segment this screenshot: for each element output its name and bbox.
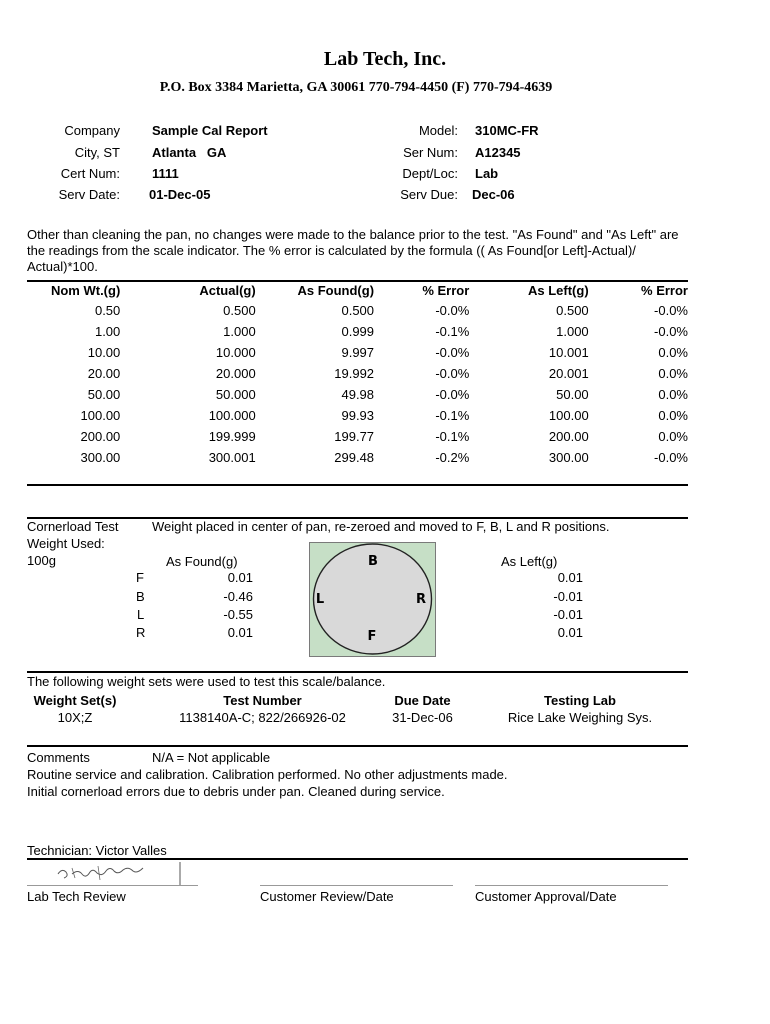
serv-due-label: Serv Due: (400, 187, 458, 202)
table-row (27, 363, 688, 384)
as-left-value: -0.01 (553, 607, 583, 622)
table-cell: 1.00 (94, 324, 121, 339)
as-found-value: -0.46 (223, 589, 253, 604)
col-header: As Found(g) (297, 283, 375, 298)
position-label: F (136, 570, 144, 585)
table-cell: 0.0% (658, 408, 688, 423)
table-cell: 99.93 (341, 408, 375, 423)
weights-header: Test Number (223, 693, 302, 708)
weight-used-label: Weight Used: (27, 536, 105, 551)
table-cell: 1.000 (556, 324, 589, 339)
cornerload-title: Cornerload Test (27, 519, 119, 534)
comments-label: Comments (27, 750, 90, 765)
table-cell: -0.1% (435, 429, 470, 444)
pan-diagram (309, 542, 436, 657)
as-left-label: As Left(g) (501, 554, 558, 569)
model-value: 310MC-FR (475, 123, 539, 138)
position-label: B (136, 589, 145, 604)
table-row (27, 300, 688, 321)
table-cell: 20.00 (87, 366, 121, 381)
pan-label-r: R (415, 592, 427, 607)
col-header: % Error (422, 283, 470, 298)
company-label: Company (64, 123, 120, 138)
comments-line: Initial cornerload errors due to debris under pan. Cleaned during service. (27, 784, 445, 799)
table-cell: 199.999 (208, 429, 256, 444)
ser-label: Ser Num: (403, 145, 458, 160)
table-cell: 100.00 (80, 408, 121, 423)
weights-cell: 31-Dec-06 (392, 710, 453, 725)
table-cell: 200.00 (548, 429, 589, 444)
table-row (27, 342, 688, 363)
table-cell: 0.999 (341, 324, 375, 339)
as-found-value: -0.55 (223, 607, 253, 622)
table-cell: 50.00 (556, 387, 589, 402)
pan-label-l: L (315, 592, 325, 607)
table-cell: 0.0% (658, 429, 688, 444)
table-cell: 100.00 (548, 408, 589, 423)
as-found-label: As Found(g) (166, 554, 238, 569)
table-cell: -0.2% (435, 450, 470, 465)
table-cell: 300.001 (208, 450, 256, 465)
cert-value: 1111 (152, 166, 179, 181)
weights-intro: The following weight sets were used to test this scale/balance. (27, 674, 386, 689)
table-cell: -0.0% (435, 345, 470, 360)
company-address: P.O. Box 3384 Marietta, GA 30061 770-794-4450 (F) 770-794-4639 (159, 80, 553, 95)
signature-stroke (58, 868, 143, 878)
table-cell: 10.00 (87, 345, 121, 360)
table-row (27, 447, 688, 468)
table-row (27, 384, 688, 405)
table-header-row (27, 281, 688, 300)
position-label: L (137, 607, 145, 622)
signature-line (260, 885, 453, 886)
lab-review-label: Lab Tech Review (27, 889, 126, 904)
weight-used-value: 100g (27, 553, 56, 568)
cert-label: Cert Num: (60, 166, 120, 181)
as-left-value: -0.01 (553, 589, 583, 604)
company-title: Lab Tech, Inc. (323, 48, 447, 70)
as-left-value: 0.01 (557, 570, 583, 585)
table-cell: 0.0% (658, 387, 688, 402)
table-cell: -0.0% (435, 387, 470, 402)
table-cell: 10.001 (548, 345, 589, 360)
table-cell: 199.77 (334, 429, 375, 444)
serv-due-value: Dec-06 (472, 187, 515, 202)
table-cell: 0.50 (94, 303, 121, 318)
table-cell: 300.00 (80, 450, 121, 465)
ser-value: A12345 (475, 145, 521, 160)
dept-value: Lab (475, 166, 499, 181)
formula-note: Other than cleaning the pan, no changes were made to the balance prior to the test. "As Found" and "As Left" are the readings from the scale indicator. The % error is calculated by the formula (( As Found[or Left]-Actual)/ Actual)*100. (27, 227, 679, 274)
comments-na: N/A = Not applicable (152, 750, 271, 765)
divider (27, 745, 688, 747)
city-label: City, ST (74, 145, 120, 160)
divider (27, 671, 688, 673)
table-cell: 50.00 (87, 387, 121, 402)
table-cell: -0.0% (435, 366, 470, 381)
table-cell: 20.001 (548, 366, 589, 381)
pan-label-b: B (368, 554, 378, 569)
table-cell: -0.0% (654, 324, 688, 339)
table-cell: 200.00 (80, 429, 121, 444)
col-header: As Left(g) (528, 283, 589, 298)
pan-label-f: F (367, 629, 377, 644)
signature (28, 860, 188, 888)
col-header: Actual(g) (199, 283, 256, 298)
table-cell: 300.00 (548, 450, 589, 465)
table-cell: -0.0% (654, 303, 688, 318)
serv-date-label: Serv Date: (58, 187, 120, 202)
signature-stroke (72, 866, 100, 880)
table-cell: -0.1% (435, 324, 470, 339)
col-header: % Error (641, 283, 688, 298)
table-row (27, 405, 688, 426)
table-cell: 0.0% (658, 345, 688, 360)
table-cell: 19.992 (334, 366, 375, 381)
weights-cell: Rice Lake Weighing Sys. (507, 710, 653, 725)
table-cell: 49.98 (341, 387, 375, 402)
table-row (27, 321, 688, 342)
table-cell: 299.48 (334, 450, 375, 465)
table-cell: -0.0% (435, 303, 470, 318)
table-cell: 20.000 (215, 366, 256, 381)
table-row (27, 426, 688, 447)
signature-line (27, 885, 198, 886)
as-found-value: 0.01 (227, 570, 253, 585)
serv-date-value: 01-Dec-05 (149, 187, 211, 202)
table-cell: 0.0% (658, 366, 688, 381)
table-cell: -0.0% (654, 450, 688, 465)
model-label: Model: (418, 123, 458, 138)
table-cell: 50.000 (215, 387, 256, 402)
comments-line: Routine service and calibration. Calibration performed. No other adjustments made. (27, 767, 508, 782)
city-value: Atlanta GA (152, 145, 227, 160)
customer-approval-label: Customer Approval/Date (475, 889, 617, 904)
weights-cell: 1138140A-C; 822/266926-02 (179, 710, 346, 725)
table-cell: 10.000 (215, 345, 256, 360)
technician: Technician: Victor Valles (27, 843, 167, 858)
weights-header: Testing Lab (544, 693, 616, 708)
cornerload-description: Weight placed in center of pan, re-zeroed and moved to F, B, L and R positions. (152, 519, 610, 534)
table-cell: 1.000 (223, 324, 256, 339)
weights-header: Weight Set(s) (33, 693, 117, 708)
signature-line (475, 885, 668, 886)
as-left-value: 0.01 (557, 625, 583, 640)
table-cell: -0.1% (435, 408, 470, 423)
table-cell: 0.500 (223, 303, 256, 318)
company-value: Sample Cal Report (152, 123, 268, 138)
dept-label: Dept/Loc: (402, 166, 458, 181)
position-label: R (136, 625, 146, 640)
as-found-value: 0.01 (227, 625, 253, 640)
table-cell: 100.000 (208, 408, 256, 423)
table-cell: 0.500 (341, 303, 375, 318)
measurement-table (27, 281, 688, 468)
divider (27, 484, 688, 486)
customer-review-label: Customer Review/Date (260, 889, 394, 904)
col-header: Nom Wt.(g) (50, 283, 121, 298)
table-cell: 0.500 (556, 303, 589, 318)
weights-header: Due Date (394, 693, 451, 708)
weights-cell: 10X;Z (57, 710, 93, 725)
table-cell: 9.997 (341, 345, 375, 360)
